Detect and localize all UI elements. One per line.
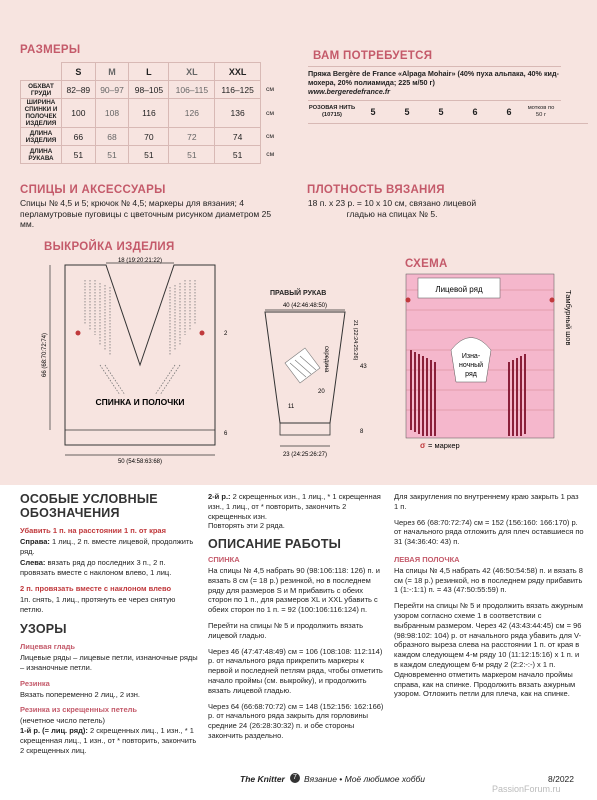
top-width-label: 18 (19:20:21:22)	[117, 258, 163, 264]
pattern-title: ВЫКРОЙКА ИЗДЕЛИЯ	[44, 241, 175, 253]
svg-text:21 (22:24:25:26): 21 (22:24:25:26)	[352, 320, 358, 361]
footer-brand: The Knitter	[240, 774, 285, 784]
body-label: СПИНКА И ПОЛОЧКИ	[95, 397, 185, 407]
size-m: M	[95, 63, 129, 81]
size-s: S	[62, 63, 96, 81]
face-row-label: Лицевой ряд	[435, 285, 483, 294]
svg-text:середина: середина	[323, 346, 329, 373]
size-xxl: XXL	[215, 63, 261, 81]
tools-text: Спицы № 4,5 и 5; крючок № 4,5; маркеры для вязания; 4 перламутровые пуговицы с цветочным рисунком диаметром 25 мм.	[20, 198, 272, 229]
marker-icon	[76, 331, 81, 336]
gauge-title: ПЛОТНОСТЬ ВЯЗАНИЯ	[307, 184, 445, 196]
marker-legend: = маркер	[428, 441, 460, 450]
scheme-chart	[396, 270, 576, 450]
sizes-row: ШИРИНА СПИНКИ И ПОЛОЧЕК ИЗДЕЛИЯ 100 108 116 126 136 см	[21, 99, 280, 128]
tools-title: СПИЦЫ И АКСЕССУАРЫ	[20, 184, 166, 196]
column-1: ОСОБЫЕ УСЛОВНЫЕ ОБОЗНАЧЕНИЯ Убавить 1 п. на расстоянии 1 п. от края Справа: 1 лиц., 2 п. вместе лицевой, продолжить ряд. Слева: вязать ряд до последних 3 п., 2 п. провязать вместе с наклоном влево, 1 лиц. 2 п. провязать вместе с наклоном влево 1п. снять, 1 лиц., протянуть ее через снятую петлю. УЗОРЫ Лицевая гладь Лицевые ряды – лицевые петли, изнаночные ряды – изнаночные петли. Резинка Вязать попеременно 2 лиц., 2 изн. Резинка из скрещенных петель (нечетное число петель) 1-й р. (= лиц. ряд): 2 скрещенных лиц., 1 изн., * 1 скрещенная лиц., 1 изн., от * повторить, закончить 2 скрещенных лиц.	[20, 492, 200, 761]
svg-text:23 (24:25:26:27): 23 (24:25:26:27)	[282, 452, 328, 458]
column-2: 2-й р.: 2 скрещенных изн., 1 лиц., * 1 скрещенная изн., 1 лиц., от * повторить, закончить 2 скрещенных изн. Повторять эти 2 ряда. ОПИСАНИЕ РАБОТЫ СПИНКА На спицы № 4,5 набрать 90 (98:106:118: 126) п. и вязать 8 см (= 18 р.) резинкой, но в последнем ряду для размеров S и M прибавить с обеих сторон по 1 п., для размеров XL и XXL убавить с обеих сторон по 1 п. = 92 (100:106:116:124) п. Перейти на спицы № 5 и продолжить вязать лицевой гладью. Через 46 (47:47:48:49) см = 106 (108:108: 112:114) р. от начального ряда прикрепить маркеры к первой и последней петлям ряда, чтобы отметить начало проймы (см. выкройку), и продолжить вязать лицевой гладью. Через 64 (66:68:70:72) см = 148 (152:156: 162:166) р. от начального ряда закрыть для горловины средние 24 (26:28:30:32) п. и обе стороны закончить раздельно.	[208, 492, 386, 747]
work-description-title: ОПИСАНИЕ РАБОТЫ	[208, 537, 342, 552]
sleeve-title: ПРАВЫЙ РУКАВ	[270, 290, 327, 297]
svg-text:11: 11	[288, 404, 295, 410]
svg-text:ночный: ночный	[458, 362, 484, 369]
svg-text:20: 20	[318, 389, 325, 395]
sleeve-diagram	[250, 298, 375, 468]
marker-legend-icon: σ	[420, 441, 426, 450]
svg-text:8: 8	[360, 429, 364, 435]
yarn-text: Пряжа Bergère de France «Alpaga Mohair» (40% пуха альпака, 40% кид-мохера, 20% полиамида; 225 м/50 г)	[308, 69, 559, 87]
sizes-row: ДЛИНА РУКАВА 51 51 51 51 51 см	[21, 146, 280, 164]
bottom-width-label: 50 (54:58:63:68)	[117, 459, 163, 465]
body-pattern-diagram	[40, 255, 240, 470]
page-number: 7	[290, 773, 300, 783]
yarn-site: www.bergeredefrance.fr	[308, 87, 391, 96]
gauge-text: 18 п. х 23 р. = 10 х 10 см, связано лицевой гладью на спицах № 5.	[307, 198, 477, 219]
sizes-table	[20, 62, 280, 164]
size-xl: XL	[169, 63, 215, 81]
symbols-title: ОСОБЫЕ УСЛОВНЫЕ ОБОЗНАЧЕНИЯ	[20, 492, 158, 520]
height-label: 66 (68:70:72:74)	[42, 332, 48, 378]
marker-icon	[406, 298, 411, 303]
svg-text:6: 6	[224, 431, 228, 437]
size-l: L	[129, 63, 169, 81]
svg-text:43: 43	[360, 364, 367, 370]
yarn-quantity-row: РОЗОВАЯ НИТЬ (10715) 5 5 5 6 6 мотков по 50 г	[308, 101, 588, 124]
issue-number: 8/2022	[548, 774, 574, 784]
svg-text:40 (42:46:48:50): 40 (42:46:48:50)	[282, 303, 328, 309]
sizes-row: ДЛИНА ИЗДЕЛИЯ 66 68 70 72 74 см	[21, 128, 280, 146]
scheme-title: СХЕМА	[405, 258, 448, 270]
yarn-box	[308, 66, 561, 101]
purl-row-label: Изна-	[461, 353, 481, 360]
need-title: ВАМ ПОТРЕБУЕТСЯ	[313, 50, 433, 62]
patterns-title: УЗОРЫ	[20, 622, 67, 637]
chain-stitch-label: Тамбурный шов	[564, 290, 573, 346]
sizes-row: ОБХВАТ ГРУДИ 82–89 90–97 98–105 106–115 116–125 см	[21, 81, 280, 99]
svg-text:2: 2	[224, 331, 228, 337]
column-3: Для закругления по внутреннему краю закрыть 1 раз 1 п. Через 66 (68:70:72:74) см = 152 (156:160: 166:170) р. от начального ряда отложить для плеч оставшиеся по 31 (34:36:40: 43) п. ЛЕВАЯ ПОЛОЧКА На спицы № 4,5 набрать 42 (46:50:54:58) п. и вязать 8 см (= 18 р.) резинкой, но в последнем ряду прибавить 1 (1:-:1:1) п. = 43 (47:50:55:59) п. Перейти на спицы № 5 и продолжить вязать ажурным узором согласно схеме 1 в соответствии с выбранным размером. Через 42 (43:43:44:45) см = 96 (98:98:102: 104) р. от начального ряда убавить для V-образного выреза слева на расстоянии 1 п. от края в каждом следующем 4-м ряду 10 (11:12:15:16) х 1 п. и в каждом следующем 6-м ряду 2 (2:2:-:-) х 1 п. Одновременно отметить маркером начало проймы справа, как на спинке. Продолжить вязать ажурным узором. Отложить петли для плеча, как на спинке.	[394, 492, 584, 699]
footer-tagline: Вязание • Моё любимое хобби	[304, 774, 426, 784]
watermark: PassionForum.ru	[492, 784, 561, 794]
marker-icon	[550, 298, 555, 303]
sizes-title: РАЗМЕРЫ	[20, 44, 81, 56]
marker-icon	[200, 331, 205, 336]
svg-text:ряд: ряд	[465, 371, 477, 378]
